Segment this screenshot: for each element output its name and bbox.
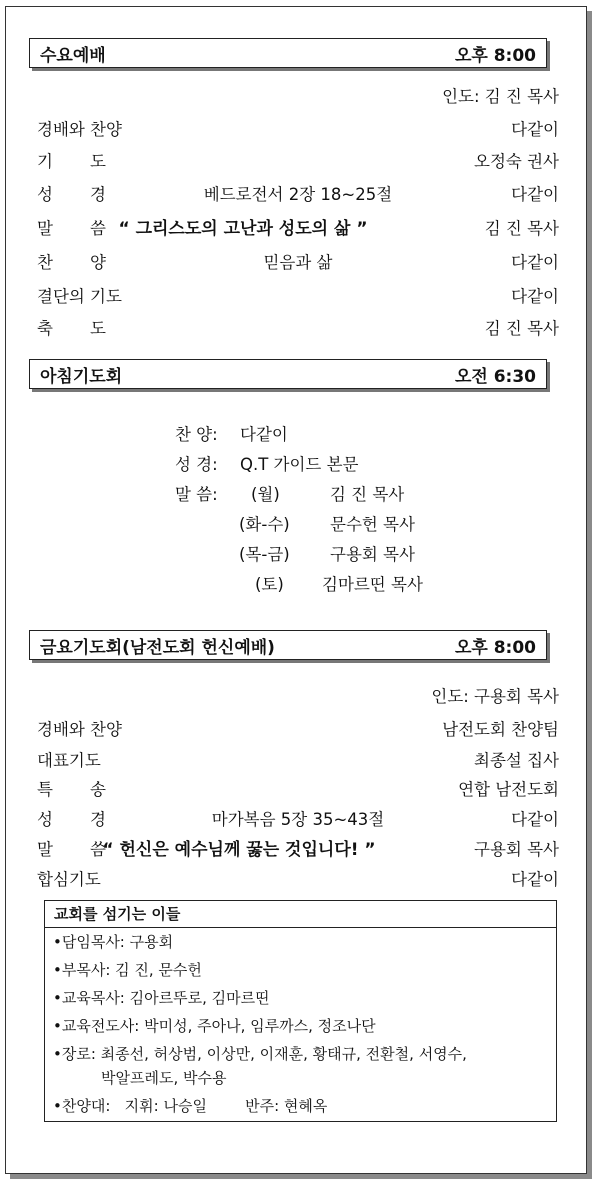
wed-service-title: 수요예배 [40, 45, 106, 66]
fri-scripture: 마가복음 5장 35~43절 [211, 810, 385, 829]
staff-item: •부목사: 김 진, 문수헌 [53, 961, 202, 979]
wed-service-header [29, 38, 547, 68]
staff-item: •담임목사: 구용회 [53, 933, 174, 951]
wed-row-label-b: 씀 [90, 219, 106, 238]
staff-divider [45, 927, 556, 928]
friday-prayer-header [29, 630, 547, 660]
fri-row-person: 남전도회 찬양팀 [442, 720, 559, 739]
wed-row-person: 다같이 [511, 185, 559, 204]
wed-row-label-b: 도 [90, 152, 106, 171]
morning-sermon-row [175, 570, 475, 600]
morning-prayer-title: 아침기도회 [40, 366, 123, 387]
wed-row-label-a: 찬 [37, 253, 53, 272]
fri-row-label-b: 송 [90, 780, 106, 799]
staff-item: •교육전도사: 박미성, 주아나, 임루까스, 정조나단 [53, 1017, 376, 1035]
wed-row-label: 경배와 찬양 [37, 120, 122, 139]
wed-row-person: 오정숙 권사 [474, 152, 559, 171]
wed-row [37, 214, 559, 244]
wed-row-person: 다같이 [511, 253, 559, 272]
wed-row-label: 결단의 기도 [37, 287, 122, 306]
fri-row-person: 다같이 [511, 870, 559, 889]
fri-leader: 인도: 구용회 목사 [431, 687, 559, 706]
wed-row-person: 다같이 [511, 120, 559, 139]
wed-row-label-b: 경 [90, 185, 106, 204]
fri-sermon-title: “ 헌신은 예수님께 꿇는 것입니다! ” [102, 840, 376, 860]
staff-item: •교육목사: 김아르뚜로, 김마르띤 [53, 989, 270, 1007]
friday-prayer-title: 금요기도회(남전도회 헌신예배) [40, 637, 275, 658]
sermon-preacher: 김 진 목사 [330, 485, 405, 504]
morning-praise-value: 다같이 [240, 425, 288, 444]
sermon-preacher: 문수헌 목사 [330, 515, 415, 534]
wed-service-time: 오후 8:00 [454, 45, 536, 66]
fri-row-person: 최종설 집사 [474, 751, 559, 770]
wed-leader-row [37, 82, 559, 112]
wed-row-person: 김 진 목사 [484, 319, 559, 338]
sermon-day: (목-금) [239, 545, 290, 564]
staff-item: •찬양대: 지휘: 나승일 반주: 현혜옥 [53, 1097, 328, 1115]
wed-sermon-title: “ 그리스도의 고난과 성도의 삶 ” [118, 219, 368, 239]
staff-box [44, 900, 557, 1122]
staff-item-continued: 박알프레도, 박수용 [101, 1069, 227, 1087]
morning-sermon-row [175, 540, 475, 570]
wed-row-label-a: 기 [37, 152, 53, 171]
sermon-day: (토) [255, 575, 284, 594]
wed-row [37, 147, 559, 177]
wed-row [37, 314, 559, 344]
fri-row [37, 805, 559, 835]
morning-scripture-row [175, 450, 475, 480]
wed-row [37, 282, 559, 312]
wed-hymn: 믿음과 삶 [263, 253, 333, 272]
fri-row-label-b: 경 [90, 810, 106, 829]
fri-row-label-a: 특 [37, 780, 53, 799]
wed-row [37, 248, 559, 278]
fri-row [37, 865, 559, 895]
wed-row [37, 115, 559, 145]
wed-row-person: 다같이 [511, 287, 559, 306]
sermon-preacher: 구용회 목사 [330, 545, 415, 564]
fri-row-label: 대표기도 [37, 751, 101, 770]
fri-row [37, 715, 559, 745]
wed-row-label-a: 말 [37, 219, 53, 238]
fri-row [37, 746, 559, 776]
fri-row-person: 다같이 [511, 810, 559, 829]
morning-praise-label: 찬 양: [175, 425, 218, 444]
fri-row-person: 연합 남전도회 [458, 780, 559, 799]
wed-row-label-a: 축 [37, 319, 53, 338]
fri-row-label-a: 말 [37, 840, 53, 859]
friday-prayer-time: 오후 8:00 [454, 637, 536, 658]
staff-title: 교회를 섬기는 이들 [54, 905, 181, 923]
morning-prayer-header [29, 359, 547, 389]
morning-sermon-row [175, 480, 475, 510]
fri-row-label: 합심기도 [37, 870, 101, 889]
morning-sermon-label: 말 씀: [175, 485, 218, 504]
morning-scripture-label: 성 경: [175, 455, 218, 474]
wed-row [37, 180, 559, 210]
wed-row-label-b: 양 [90, 253, 106, 272]
morning-praise-row [175, 420, 475, 450]
wed-row-label-a: 성 [37, 185, 53, 204]
fri-leader-row [37, 682, 559, 712]
morning-prayer-time: 오전 6:30 [454, 366, 536, 387]
wed-row-person: 김 진 목사 [484, 219, 559, 238]
fri-row-label: 경배와 찬양 [37, 720, 122, 739]
fri-row-label-b: 씀 [90, 840, 106, 859]
wed-leader: 인도: 김 진 목사 [442, 87, 559, 106]
wed-row-label-b: 도 [90, 319, 106, 338]
morning-scripture-value: Q.T 가이드 본문 [240, 455, 359, 474]
fri-row-person: 구용회 목사 [474, 840, 559, 859]
staff-item: •장로: 최종선, 허상범, 이상만, 이재훈, 황태규, 전환철, 서영수, [53, 1045, 467, 1063]
wed-scripture: 베드로전서 2장 18~25절 [203, 185, 393, 204]
fri-row [37, 775, 559, 805]
sermon-day: (월) [251, 485, 280, 504]
morning-sermon-row [175, 510, 475, 540]
fri-row [37, 835, 559, 865]
fri-row-label-a: 성 [37, 810, 53, 829]
sermon-day: (화-수) [239, 515, 290, 534]
sermon-preacher: 김마르띤 목사 [322, 575, 423, 594]
